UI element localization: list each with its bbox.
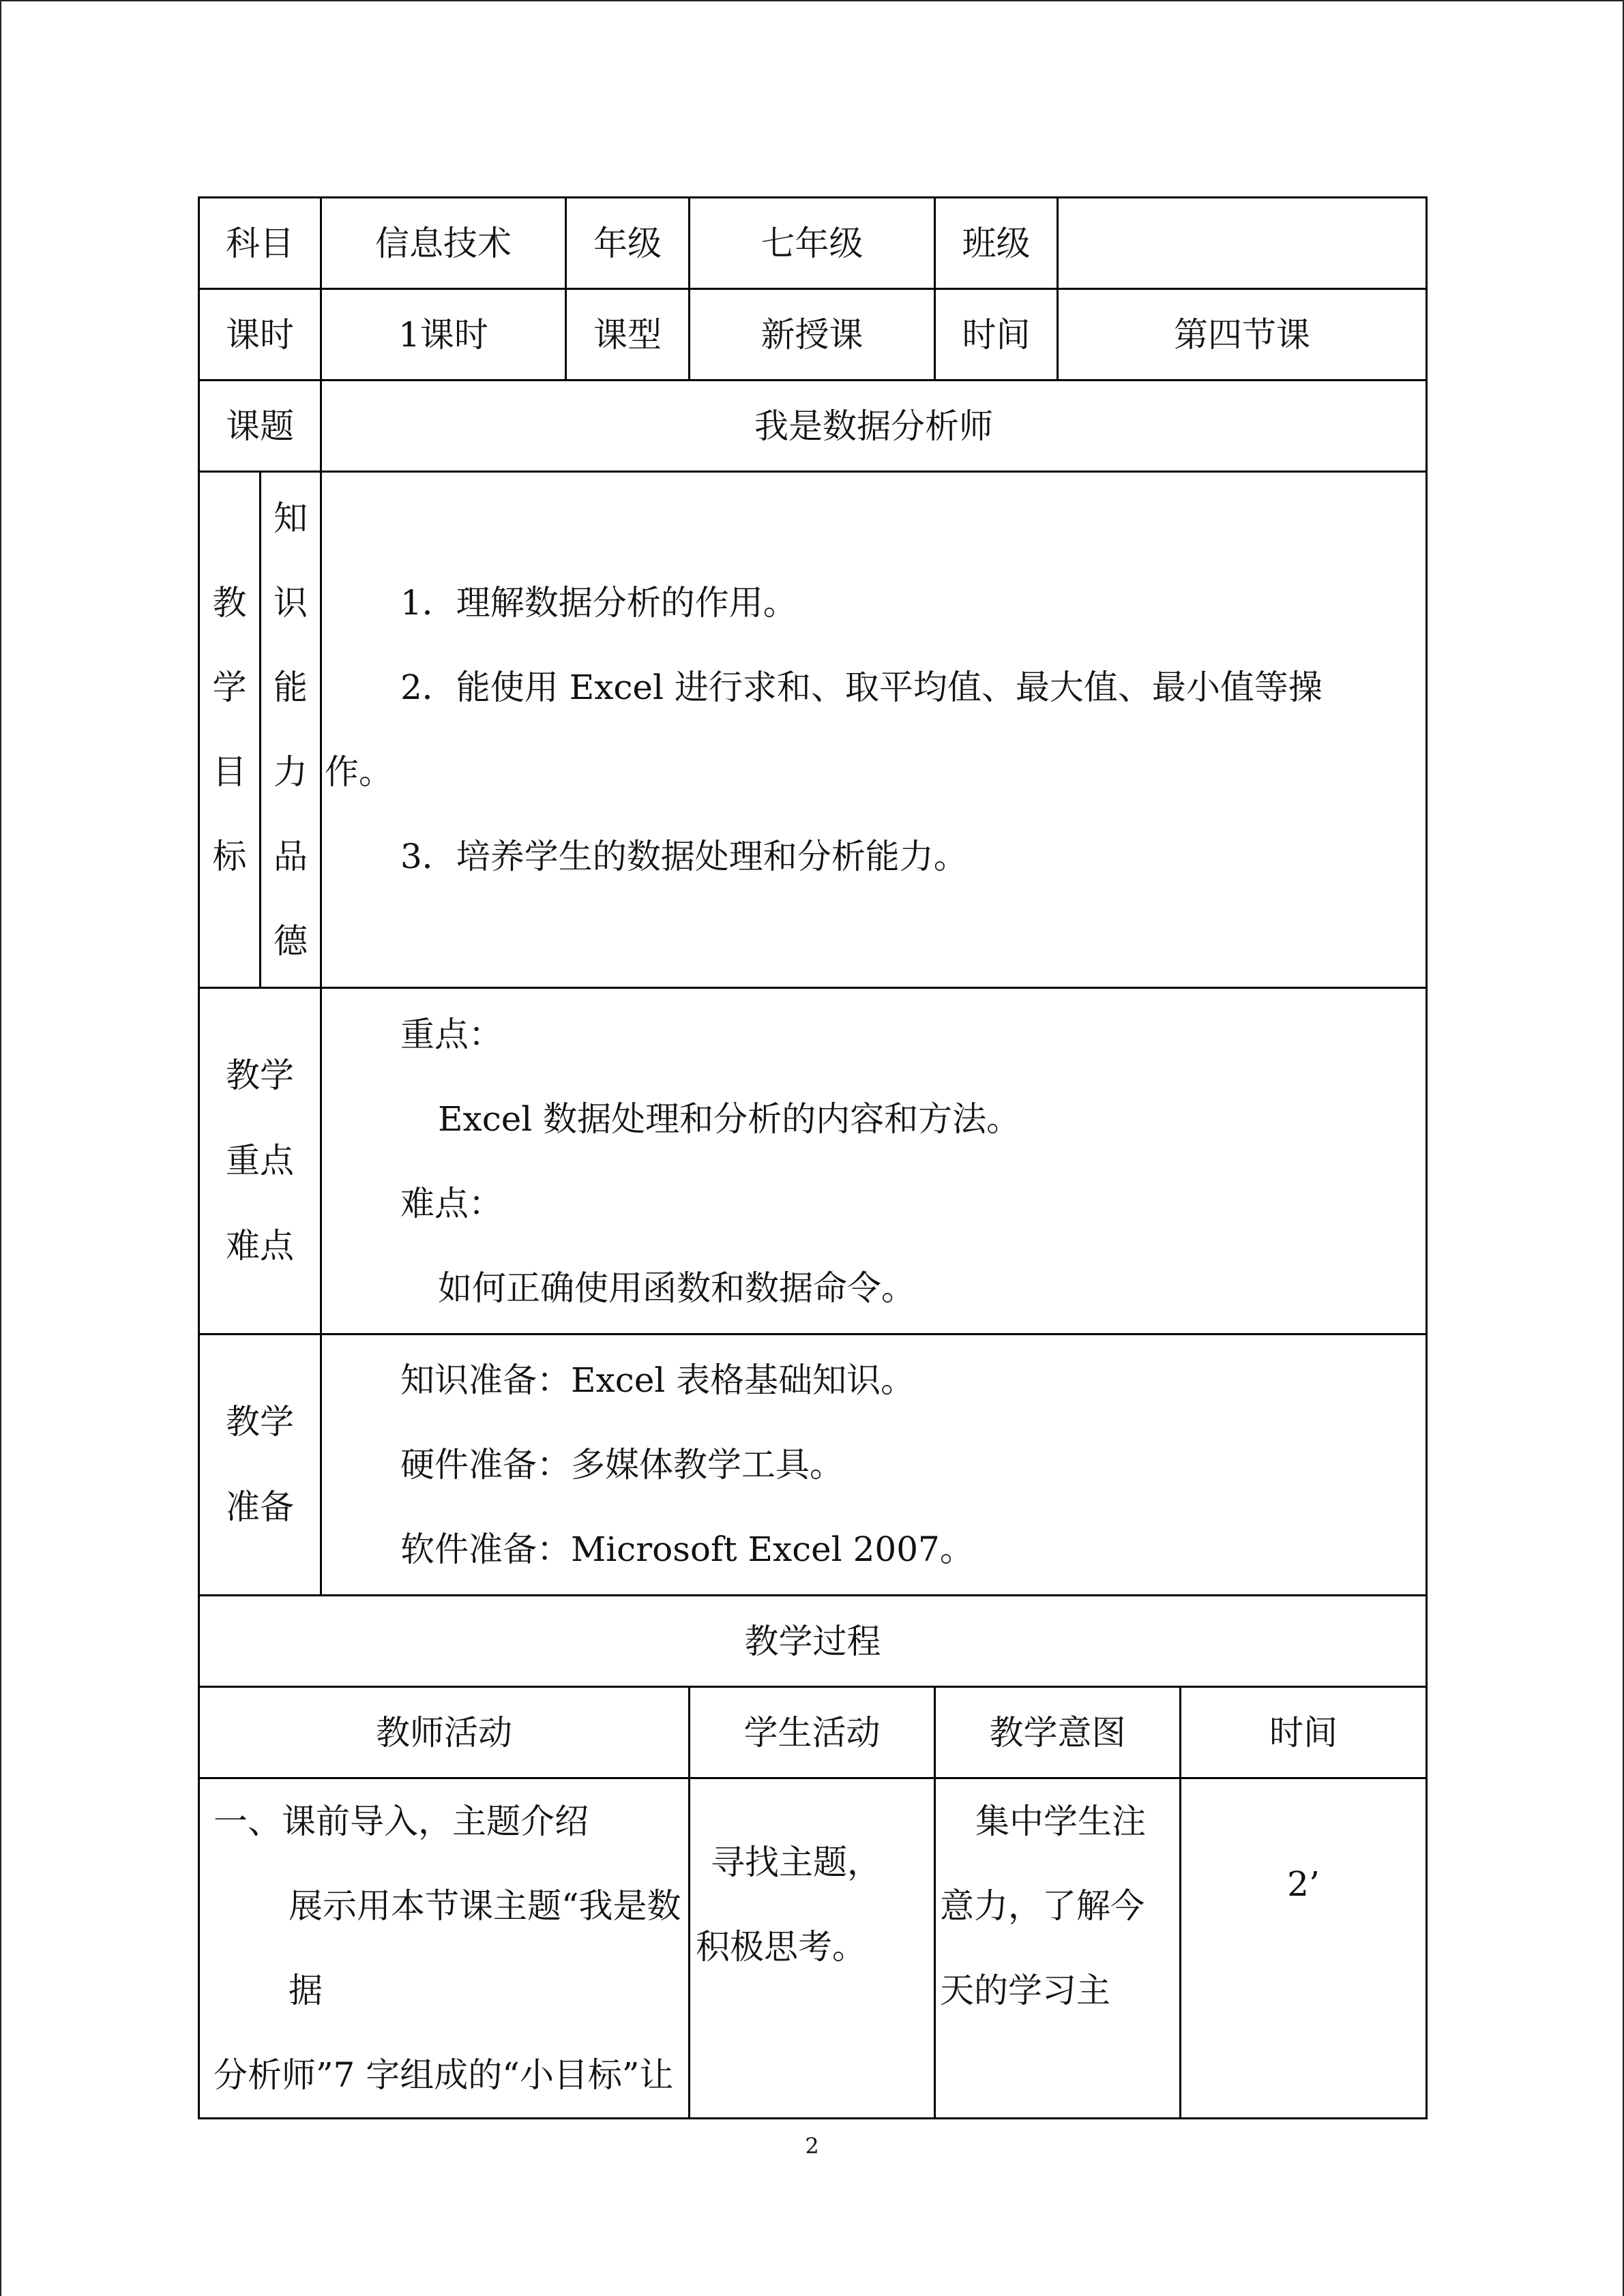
key-points-label-line: 难点 [226, 1226, 294, 1266]
objective-item-3: 3．培养学生的数据处理和分析能力。 [400, 837, 968, 876]
hardware-prep: 硬件准备：多媒体教学工具。 [400, 1445, 844, 1485]
page-frame-left [0, 0, 1, 2296]
key-points-label-line: 教学 [226, 1056, 294, 1095]
teacher-activity-line: 展示用本节课主题“我是数据 [289, 1886, 681, 2010]
teaching-intent-line: 集中学生注 [975, 1802, 1146, 1841]
class-value [1058, 198, 1427, 289]
objective-item-2: 2．能使用 Excel 进行求和、取平均值、最大值、最小值等操 [400, 668, 1323, 707]
topic-value: 我是数据分析师 [321, 381, 1427, 472]
student-activity-cell [690, 1778, 935, 2119]
process-title: 教学过程 [199, 1596, 1427, 1687]
objectives-label-char: 标 [212, 837, 247, 876]
objectives-label [199, 472, 261, 988]
col-teacher-activity: 教师活动 [199, 1687, 690, 1778]
preparation-label [199, 1335, 321, 1596]
preparation-content [321, 1335, 1427, 1596]
col-teaching-intent: 教学意图 [935, 1687, 1181, 1778]
col-time: 时间 [1181, 1687, 1427, 1778]
key-points-label [199, 988, 321, 1335]
objective-item-1: 1．理解数据分析的作用。 [400, 583, 797, 623]
objectives-sublabel [261, 472, 321, 988]
process-title-row [199, 1596, 1427, 1687]
teacher-activity-line: 一、课前导入，主题介绍 [213, 1802, 589, 1841]
student-activity-line: 积极思考。 [696, 1927, 866, 1967]
objectives-content [321, 472, 1427, 988]
process-row-1 [199, 1778, 1427, 2119]
header-row-2 [199, 289, 1427, 381]
teaching-intent-cell [935, 1778, 1181, 2119]
teaching-intent-line: 意力，了解今 [940, 1886, 1145, 1926]
class-label: 班级 [935, 198, 1058, 289]
teacher-activity-line: 分析师”7 字组成的“小目标”让 [213, 2055, 674, 2095]
type-value: 新授课 [690, 289, 935, 381]
header-row-1 [199, 198, 1427, 289]
difficult-point-label: 难点： [400, 1183, 503, 1223]
grade-value: 七年级 [690, 198, 935, 289]
page-number: 2 [805, 2133, 819, 2159]
key-points-content [321, 988, 1427, 1335]
time-cell [1181, 1778, 1427, 2119]
topic-label: 课题 [199, 381, 321, 472]
knowledge-prep: 知识准备：Excel 表格基础知识。 [400, 1360, 915, 1400]
objectives-label-char: 教 [212, 583, 247, 623]
preparation-row [199, 1335, 1427, 1596]
topic-row [199, 381, 1427, 472]
time-value: 第四节课 [1058, 289, 1427, 381]
objectives-sublabel-char: 品 [274, 837, 308, 876]
time-label: 时间 [935, 289, 1058, 381]
software-prep: 软件准备：Microsoft Excel 2007。 [400, 1530, 974, 1569]
hours-label: 课时 [199, 289, 321, 381]
objectives-label-char: 学 [212, 668, 247, 707]
key-points-row [199, 988, 1427, 1335]
objectives-sublabel-char: 识 [274, 583, 308, 623]
objectives-sublabel-char: 知 [274, 498, 308, 538]
objective-item-2-cont: 作。 [325, 752, 393, 792]
preparation-label-line: 教学 [226, 1402, 294, 1442]
grade-label: 年级 [566, 198, 690, 289]
lesson-plan-table [198, 196, 1428, 2119]
teacher-activity-cell [199, 1778, 690, 2119]
objectives-sublabel-char: 力 [274, 752, 308, 792]
student-activity-line: 寻找主题， [711, 1843, 881, 1882]
type-label: 课型 [566, 289, 690, 381]
objectives-sublabel-char: 能 [274, 668, 308, 707]
objectives-row [199, 472, 1427, 988]
subject-label: 科目 [199, 198, 321, 289]
teaching-intent-line: 天的学习主 [940, 1971, 1110, 2010]
page-frame-top [0, 0, 1624, 1]
time-cell-value: 2’ [1287, 1864, 1320, 1904]
preparation-label-line: 准备 [226, 1487, 294, 1527]
objectives-label-char: 目 [212, 752, 247, 792]
process-header-row [199, 1687, 1427, 1778]
key-point-label: 重点： [400, 1014, 503, 1054]
difficult-point-text: 如何正确使用函数和数据命令。 [438, 1268, 915, 1308]
key-point-text: Excel 数据处理和分析的内容和方法。 [438, 1099, 1021, 1139]
key-points-label-line: 重点 [226, 1141, 294, 1180]
hours-value: 1课时 [321, 289, 566, 381]
objectives-sublabel-char: 德 [274, 921, 308, 961]
subject-value: 信息技术 [321, 198, 566, 289]
col-student-activity: 学生活动 [690, 1687, 935, 1778]
